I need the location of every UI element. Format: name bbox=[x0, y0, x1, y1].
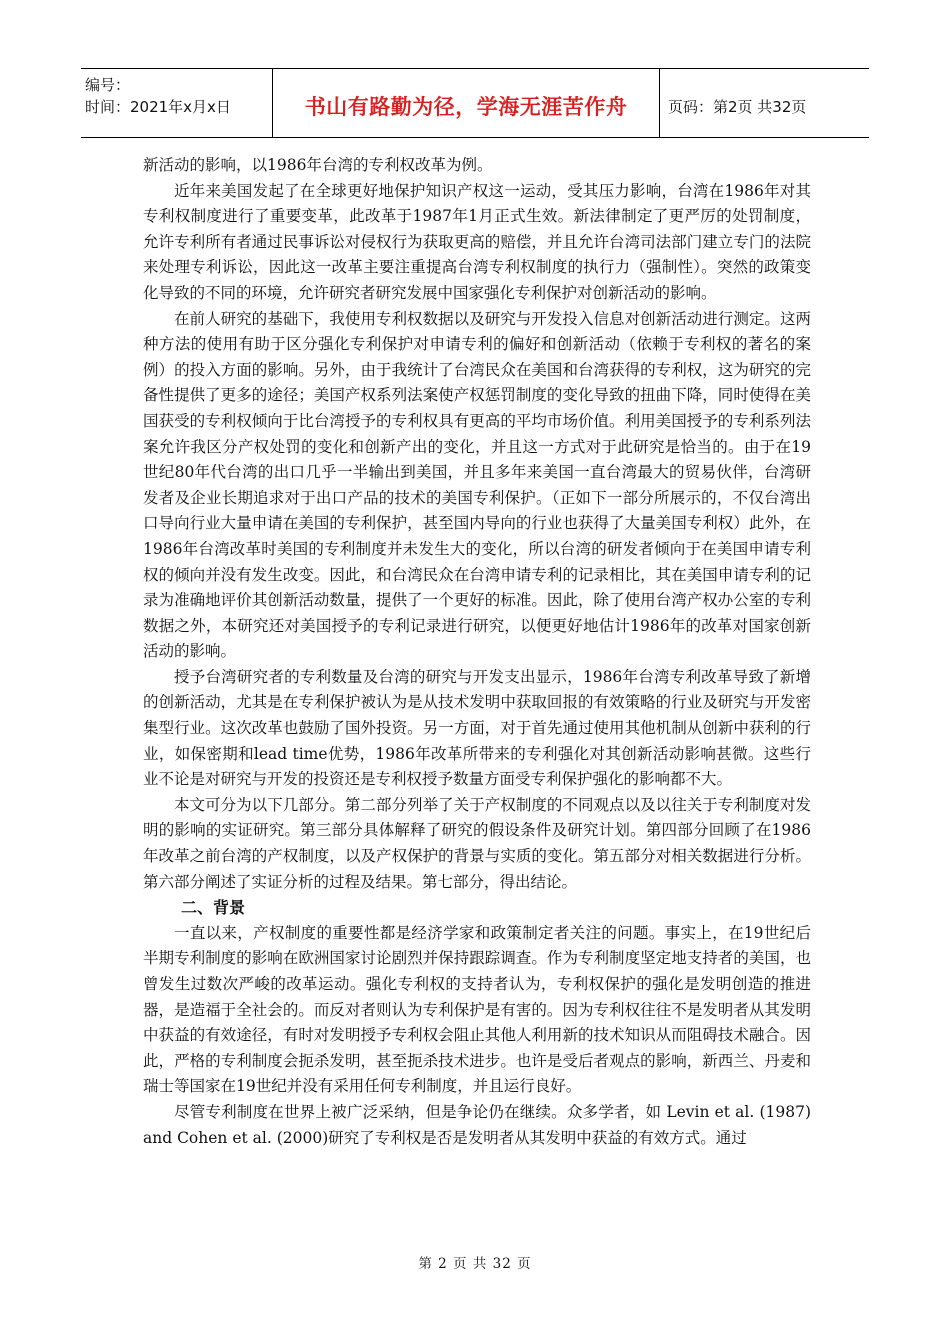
paragraph-continuation: 新活动的影响，以1986年台湾的专利权改革为例。 bbox=[143, 156, 493, 174]
paragraph: 尽管专利制度在世界上被广泛采纳，但是争论仍在继续。众多学者，如 Levin et al. (1987) and Cohen et al. (2000)研究了专利权是否是发明者从其发明中获益的有效方式。通过 bbox=[143, 1102, 811, 1147]
header-motto-cell bbox=[273, 69, 660, 137]
header-page-info: 页码：第2页 共32页 bbox=[668, 97, 807, 116]
paragraph: 一直以来，产权制度的重要性都是经济学家和政策制定者关注的问题。事实上，在19世纪后半期专利制度的影响在欧洲国家讨论剧烈并保持跟踪调查。作为专利制度坚定地支持者的美国，也曾发生过数次严峻的改革运动。强化专利权的支持者认为，专利权保护的强化是发明创造的推进器，是造福于全社会的。而反对者则认为专利保护是有害的。因为专利权往往不是发明者从其发明中获益的有效途径，有时对发明授予专利权会阻止其他人利用新的技术知识从而阻碍技术融合。因此，严格的专利制度会扼杀发明，甚至扼杀技术进步。也许是受后者观点的影响，新西兰、丹麦和瑞士等国家在19世纪并没有采用任何专利制度，并且运行良好。 bbox=[143, 923, 811, 1096]
document-body bbox=[143, 153, 811, 1151]
header-motto: 书山有路勤为径，学海无涯苦作舟 bbox=[304, 95, 628, 119]
page-footer: 第 2 页 共 32 页 bbox=[418, 1256, 532, 1272]
section-heading: 二、背景 bbox=[181, 898, 246, 918]
header-meta bbox=[81, 69, 273, 137]
paragraph: 在前人研究的基础下，我使用专利权数据以及研究与开发投入信息对创新活动进行测定。这两种方法的使用有助于区分强化专利保护对申请专利的偏好和创新活动（依赖于专利权的著名的案例）的投入方面的影响。另外，由于我统计了台湾民众在美国和台湾获得的专利权，这为研究的完备性提供了更多的途径；美国产权系列法案使产权惩罚制度的变化导致的扭曲下降，同时使得在美国获受的专利权倾向于比台湾授予的专利权具有更高的平均市场价值。利用美国授予的专利系列法案允许我区分产权处罚的变化和创新产出的变化，并且这一方式对于此研究是恰当的。由于在19世纪80年代台湾的出口几乎一半输出到美国，并且多年来美国一直台湾最大的贸易伙伴，台湾研发者及企业长期追求对于出口产品的技术的美国专利保护。（正如下一部分所展示的，不仅台湾出口导向行业大量申请在美国的专利保护，甚至国内导向的行业也获得了大量美国专利权）此外，在1986年台湾改革时美国的专利制度并未发生大的变化，所以台湾的研发者倾向于在美国申请专利权的倾向并没有发生改变。因此，和台湾民众在台湾申请专利的记录相比，其在美国申请专利的记录为准确地评价其创新活动数量，提供了一个更好的标准。因此，除了使用台湾产权办公室的专利数据之外，本研究还对美国授予的专利记录进行研究，以便更好地估计1986年的改革对国家创新活动的影响。 bbox=[143, 309, 811, 661]
paragraph: 近年来美国发起了在全球更好地保护知识产权这一运动，受其压力影响，台湾在1986年对其专利权制度进行了重要变革，此改革于1987年1月正式生效。新法律制定了更严厉的处罚制度，允许专利所有者通过民事诉讼对侵权行为获取更高的赔偿，并且允许台湾司法部门建立专门的法院来处理专利诉讼，因此这一改革主要注重提高台湾专利权制度的执行力（强制性）。突然的政策变化导致的不同的环境，允许研究者研究发展中国家强化专利保护对创新活动的影响。 bbox=[143, 181, 811, 302]
paragraph: 本文可分为以下几部分。第二部分列举了关于产权制度的不同观点以及以往关于专利制度对发明的影响的实证研究。第三部分具体解释了研究的假设条件及研究计划。第四部分回顾了在1986年改革之前台湾的产权制度，以及产权保护的背景与实质的变化。第五部分对相关数据进行分析。第六部分阐述了实证分析的过程及结果。第七部分，得出结论。 bbox=[143, 795, 811, 891]
document-number-label: 编号： bbox=[85, 76, 131, 94]
document-date: 时间：2021年x月x日 bbox=[85, 98, 231, 116]
page-header bbox=[81, 68, 869, 138]
paragraph: 授予台湾研究者的专利数量及台湾的研究与开发支出显示，1986年台湾专利改革导致了新增的创新活动，尤其是在专利保护被认为是从技术发明中获取回报的有效策略的行业及研究与开发密集型行业。这次改革也鼓励了国外投资。另一方面，对于首先通过使用其他机制从创新中获利的行业，如保密期和lead time优势，1986年改革所带来的专利强化对其创新活动影响甚微。这些行业不论是对研究与开发的投资还是专利权授予数量方面受专利保护强化的影响都不大。 bbox=[143, 667, 811, 789]
